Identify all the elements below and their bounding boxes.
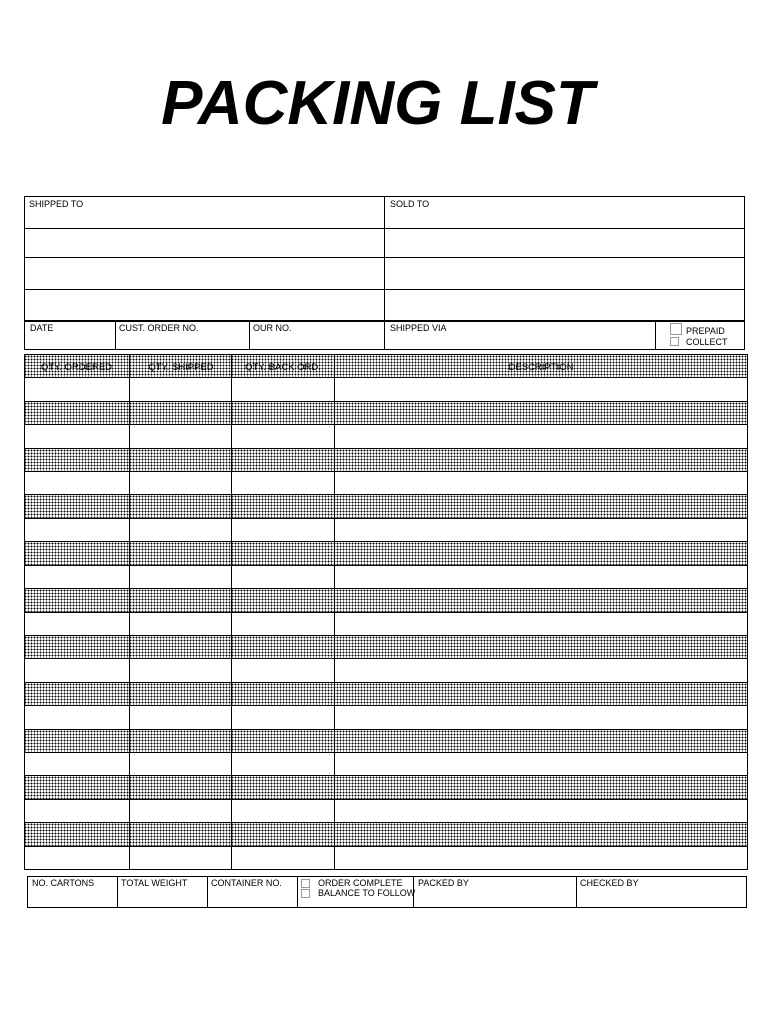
col-divider-2: [231, 354, 232, 870]
no-cartons-label: NO. CARTONS: [32, 878, 95, 888]
our-no-label: OUR NO.: [253, 323, 292, 333]
total-weight-label: TOTAL WEIGHT: [121, 878, 188, 888]
col-divider-1: [129, 354, 130, 870]
col-header-description: DESCRIPTION: [508, 362, 574, 373]
order-complete-checkbox[interactable]: [301, 879, 310, 888]
sold-to-label: SOLD TO: [390, 199, 430, 209]
balance-to-follow-label: BALANCE TO FOLLOW: [318, 888, 416, 898]
sold-to-field[interactable]: [387, 230, 743, 318]
col-header-qty-ordered: QTY. ORDERED: [40, 362, 113, 373]
shipped-via-label: SHIPPED VIA: [390, 323, 447, 333]
col-header-qty-back-ord: QTY. BACK ORD.: [245, 362, 321, 373]
footer-divider-5: [576, 876, 577, 908]
packed-by-label: PACKED BY: [418, 878, 469, 888]
info-divider-1: [115, 321, 116, 350]
shipped-to-label: SHIPPED TO: [29, 199, 84, 209]
page-title: PACKING LIST: [161, 69, 594, 138]
info-divider-3: [384, 321, 385, 350]
shipped-to-field[interactable]: [26, 230, 382, 318]
prepaid-label: PREPAID: [686, 326, 725, 336]
order-complete-label: ORDER COMPLETE: [318, 878, 403, 888]
collect-label: COLLECT: [686, 337, 728, 347]
date-label: DATE: [30, 323, 54, 333]
col-header-qty-shipped: QTY. SHIPPED: [148, 362, 214, 373]
items-table-frame: [24, 354, 748, 870]
footer-divider-3: [297, 876, 298, 908]
balance-to-follow-checkbox[interactable]: [301, 889, 310, 898]
container-no-label: CONTAINER NO.: [211, 878, 282, 888]
collect-checkbox[interactable]: [670, 337, 679, 346]
info-divider-4: [655, 321, 656, 350]
checked-by-label: CHECKED BY: [580, 878, 639, 888]
prepaid-checkbox[interactable]: [670, 323, 682, 335]
footer-divider-2: [207, 876, 208, 908]
info-divider-2: [249, 321, 250, 350]
address-line-1: [24, 228, 745, 229]
col-divider-3: [334, 354, 335, 870]
footer-divider-1: [117, 876, 118, 908]
cust-order-no-label: CUST. ORDER NO.: [119, 323, 199, 333]
address-divider: [384, 196, 385, 321]
